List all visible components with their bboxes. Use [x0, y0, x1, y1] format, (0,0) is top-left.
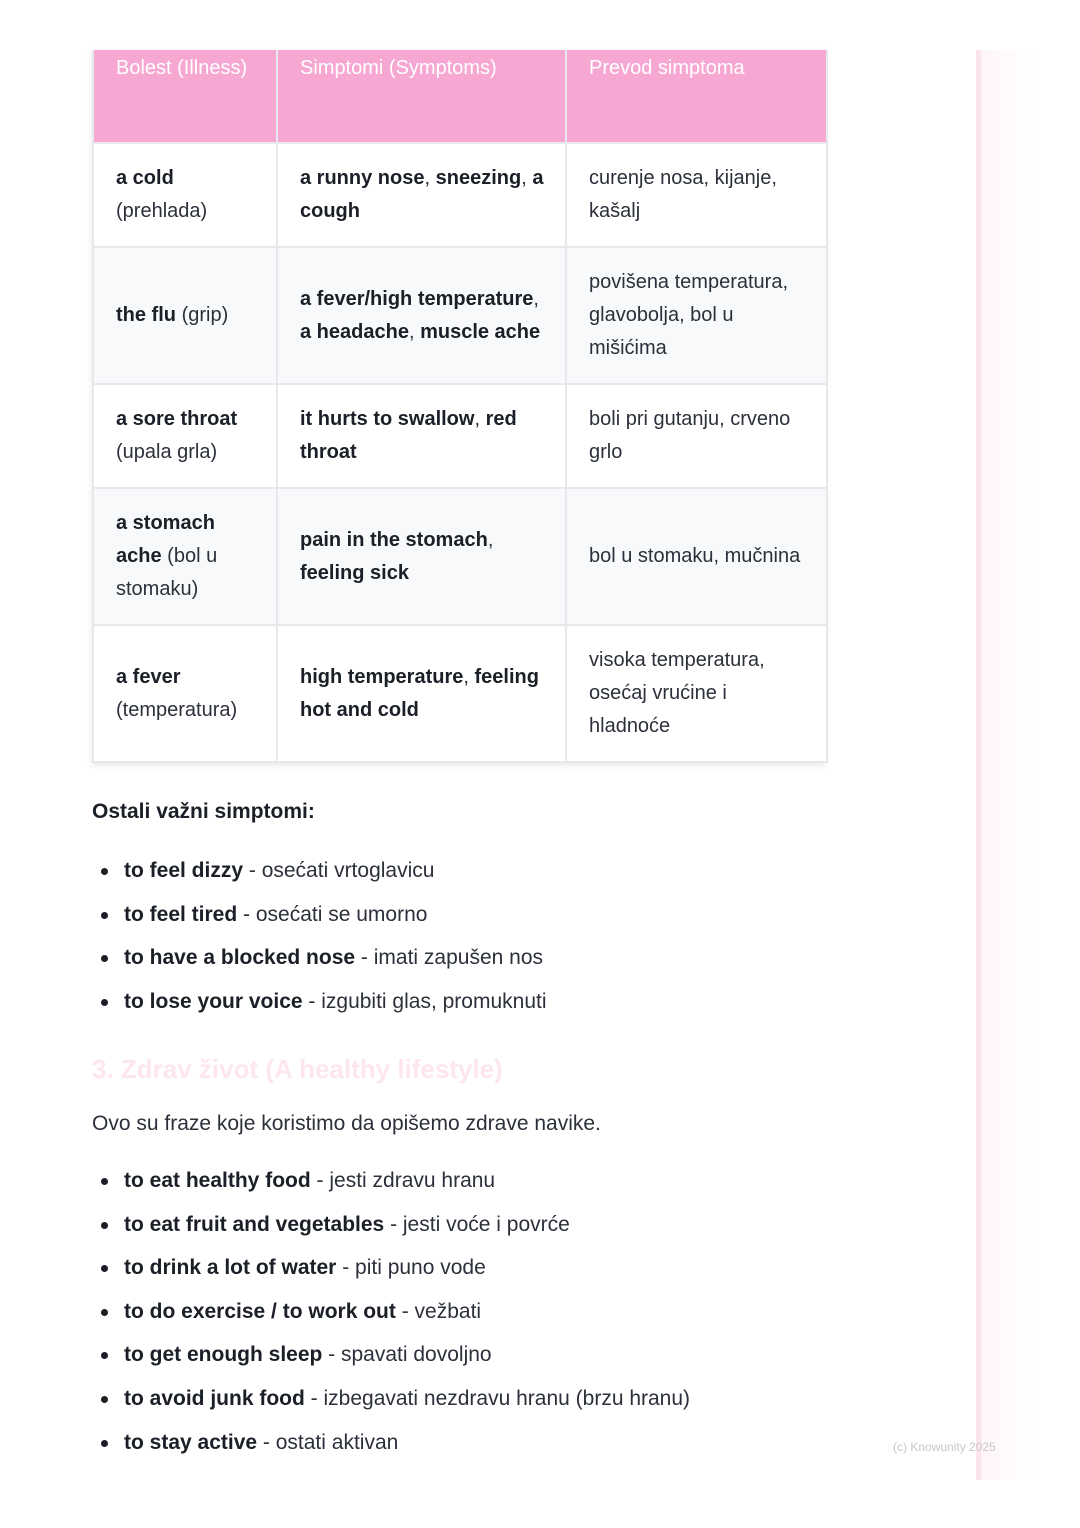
separator: ,	[487, 528, 494, 551]
phrase-term: to feel dizzy	[124, 859, 244, 882]
table-header-row	[93, 50, 827, 143]
phrase-term: to do exercise / to work out	[124, 1299, 396, 1323]
phrase-meaning: - izbegavati nezdravu hranu (brzu hranu)	[304, 1386, 691, 1410]
phrase-meaning: - jesti voće i povrće	[384, 1212, 570, 1236]
illness-translation: (prehlada)	[116, 200, 208, 222]
list-item	[92, 1340, 690, 1384]
phrase-meaning: - spavati dovoljno	[322, 1343, 492, 1367]
illness-translation: (upala grla)	[116, 441, 218, 463]
phrase-meaning: - osećati se umorno	[237, 902, 428, 926]
symptoms-cell	[277, 384, 566, 488]
phrase-meaning: - piti puno vode	[336, 1256, 486, 1280]
illness-name: the flu	[116, 304, 176, 326]
illness-translation: (grip)	[181, 304, 229, 326]
illness-cell	[93, 625, 277, 762]
illness-cell	[93, 247, 277, 384]
symptoms-cell	[277, 143, 566, 247]
separator: ,	[408, 320, 421, 343]
copyright-footer: (c) Knowunity 2025	[893, 1440, 996, 1454]
other-symptoms-heading: Ostali važni simptomi:	[92, 800, 315, 823]
separator: ,	[463, 665, 475, 688]
phrase-term: to drink a lot of water	[124, 1256, 337, 1280]
list-item	[92, 987, 547, 1031]
header-translation: Prevod simptoma	[566, 50, 827, 143]
list-item	[92, 1297, 690, 1341]
phrase-term: to feel tired	[124, 902, 238, 926]
separator: ,	[533, 287, 539, 310]
table-row	[93, 625, 827, 762]
section-title-healthy-lifestyle: 3. Zdrav život (A healthy lifestyle)	[92, 1054, 503, 1084]
phrase-meaning: - imati zapušen nos	[355, 946, 544, 970]
header-symptoms: Simptomi (Symptoms)	[277, 50, 566, 143]
header-illness: Bolest (Illness)	[93, 50, 277, 143]
symptom-term: pain in the stomach	[300, 528, 488, 551]
list-item	[92, 1166, 690, 1210]
list-item	[92, 1210, 690, 1254]
illness-cell	[93, 143, 277, 247]
illness-translation: (bol u stomaku)	[116, 545, 218, 600]
list-item	[92, 1253, 690, 1297]
illness-table-container	[92, 50, 826, 763]
illness-name: a stomach ache	[116, 512, 215, 567]
separator: ,	[474, 408, 486, 430]
symptom-term: it hurts to swallow	[300, 408, 475, 430]
illness-name: a cold	[116, 167, 174, 189]
table-row	[93, 384, 827, 488]
symptom-term: red throat	[300, 408, 517, 463]
illness-name: a sore throat	[116, 408, 238, 430]
illness-symptoms-table	[92, 50, 828, 763]
translation-cell: boli pri gutanju, crveno grlo	[566, 384, 827, 488]
separator: ,	[424, 167, 436, 189]
symptom-term: a fever/high temperature	[300, 287, 534, 310]
page-edge-fade	[981, 50, 1036, 1480]
phrase-term: to lose your voice	[124, 989, 303, 1013]
symptom-term: a cough	[300, 167, 544, 222]
illness-name: a fever	[116, 665, 181, 688]
table-row	[93, 143, 827, 247]
symptom-term: high temperature	[300, 665, 464, 688]
symptom-term: a headache	[300, 320, 409, 343]
phrase-term: to eat fruit and vegetables	[124, 1212, 385, 1236]
illness-cell	[93, 488, 277, 625]
list-item	[92, 1428, 690, 1472]
symptom-term: a runny nose	[300, 167, 425, 189]
list-item	[92, 900, 547, 944]
phrase-meaning: - osećati vrtoglavicu	[243, 859, 435, 882]
phrase-term: to get enough sleep	[124, 1343, 323, 1367]
phrase-term: to have a blocked nose	[124, 946, 356, 970]
symptoms-cell	[277, 247, 566, 384]
symptom-term: muscle ache	[420, 320, 541, 343]
symptoms-cell	[277, 625, 566, 762]
healthy-lifestyle-intro: Ovo su fraze koje koristimo da opišemo zdrave navike.	[92, 1112, 601, 1135]
separator: ,	[521, 167, 533, 189]
table-row	[93, 247, 827, 384]
list-item	[92, 943, 547, 987]
translation-cell: curenje nosa, kijanje, kašalj	[566, 143, 827, 247]
phrase-term: to avoid junk food	[124, 1386, 305, 1410]
other-symptoms-list	[92, 856, 547, 1030]
translation-cell: visoka temperatura, osećaj vrućine i hladnoće	[566, 625, 827, 762]
phrase-meaning: - izgubiti glas, promuknuti	[302, 989, 547, 1013]
phrase-meaning: - vežbati	[395, 1299, 482, 1323]
symptom-term: feeling hot and cold	[300, 665, 539, 721]
phrase-meaning: - ostati aktivan	[257, 1430, 399, 1454]
translation-cell: povišena temperatura, glavobolja, bol u mišićima	[566, 247, 827, 384]
translation-cell: bol u stomaku, mučnina	[566, 488, 827, 625]
symptoms-cell	[277, 488, 566, 625]
list-item	[92, 856, 547, 900]
list-item	[92, 1384, 690, 1428]
symptom-term: feeling sick	[300, 561, 409, 584]
phrase-term: to eat healthy food	[124, 1169, 311, 1192]
symptom-term: sneezing	[435, 167, 522, 189]
phrase-meaning: - jesti zdravu hranu	[310, 1169, 496, 1192]
illness-cell	[93, 384, 277, 488]
illness-translation: (temperatura)	[116, 698, 238, 721]
table-row	[93, 488, 827, 625]
healthy-lifestyle-list	[92, 1166, 690, 1471]
phrase-term: to stay active	[124, 1430, 258, 1454]
